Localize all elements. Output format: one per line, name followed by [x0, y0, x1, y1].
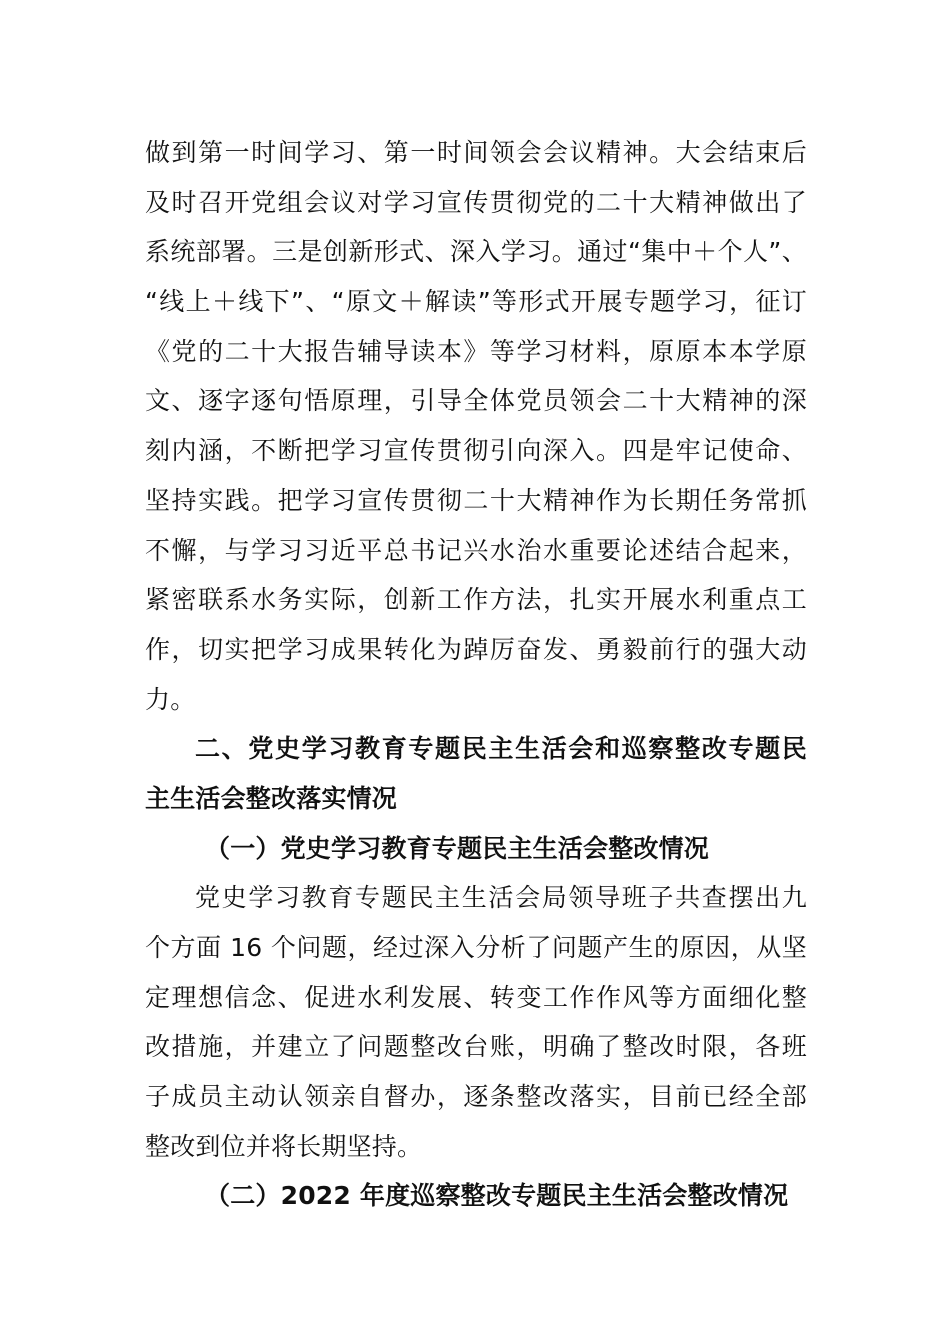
subsection-heading-inspection [145, 1171, 807, 1221]
text-line: 力。 [145, 684, 196, 714]
section-heading-rectification [145, 724, 807, 823]
text-line: 文、逐字逐句悟原理，引导全体党员领会二十大精神的深 [145, 386, 807, 416]
text-line: 个方面 16 个问题，经过深入分析了问题产生的原因，从坚 [145, 933, 807, 962]
text-line: 坚持实践。把学习宣传贯彻二十大精神作为长期任务常抓 [145, 485, 807, 515]
heading-line: 主生活会整改落实情况 [145, 783, 398, 813]
text-line: 改措施，并建立了问题整改台账，明确了整改时限，各班 [145, 1032, 807, 1062]
heading-line: 二、党史学习教育专题民主生活会和巡察整改专题民 [195, 734, 807, 764]
text-line: 定理想信念、促进水利发展、转变工作作风等方面细化整 [145, 982, 807, 1012]
text-line: 作，切实把学习成果转化为踔厉奋发、勇毅前行的强大动 [145, 634, 807, 664]
text-line: 《党的二十大报告辅导读本》等学习材料，原原本本学原 [145, 336, 807, 366]
subheading-line: （二）2022 年度巡察整改专题民主生活会整改情况 [205, 1181, 789, 1211]
text-line: 党史学习教育专题民主生活会局领导班子共查摆出九 [195, 883, 807, 913]
text-line: 紧密联系水务实际，创新工作方法，扎实开展水利重点工 [145, 585, 807, 615]
text-line: 刻内涵，不断把学习宣传贯彻引向深入。四是牢记使命、 [145, 436, 807, 466]
text-line: 子成员主动认领亲自督办，逐条整改落实，目前已经全部 [145, 1082, 807, 1112]
paragraph-party-history-rectification [145, 873, 807, 1171]
text-line: 不懈，与学习习近平总书记兴水治水重要论述结合起来， [145, 535, 807, 565]
text-line: 及时召开党组会议对学习宣传贯彻党的二十大精神做出了 [145, 187, 807, 217]
document-body [145, 128, 807, 1221]
subheading-line: （一）党史学习教育专题民主生活会整改情况 [205, 833, 710, 863]
subsection-heading-party-history [145, 824, 807, 874]
text-line: “线上＋线下”、“原文＋解读”等形式开展专题学习，征订 [145, 287, 807, 317]
text-line: 做到第一时间学习、第一时间领会会议精神。大会结束后 [145, 138, 807, 167]
paragraph-study-implementation [145, 128, 807, 724]
text-line: 整改到位并将长期坚持。 [145, 1131, 423, 1161]
text-line: 系统部署。三是创新形式、深入学习。通过“集中＋个人”、 [145, 237, 807, 267]
